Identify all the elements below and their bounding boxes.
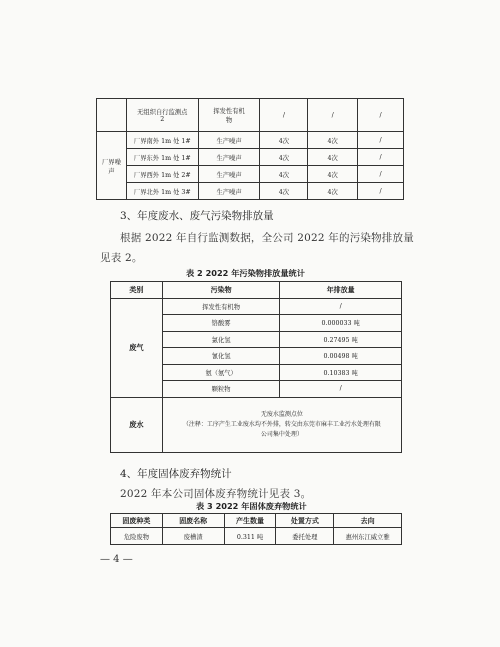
table-cell: 厂界南外 1m 处 1# — [126, 132, 198, 149]
emissions-table — [110, 281, 402, 453]
table-cell: / — [280, 381, 402, 398]
table-cell: 氨（氨气） — [162, 364, 280, 381]
table-cell: / — [358, 99, 404, 132]
monitoring-table-continued — [96, 98, 404, 200]
cell-text: 2 — [160, 116, 165, 123]
table-2-caption: 表 2 2022 年污染物排放量统计 — [186, 268, 305, 278]
table-cell: / — [358, 183, 404, 200]
section-3-paragraph-line-1: 根据 2022 年自行监测数据，全公司 2022 年的污染物排放量 — [120, 232, 414, 244]
table-cell: 4次 — [260, 183, 308, 200]
table-row — [97, 99, 404, 132]
category-water: 废水 — [111, 397, 163, 452]
table-cell: 生产噪声 — [198, 132, 260, 149]
cell-text: 厂界噪 — [102, 158, 121, 166]
cell-text: 无组织自行监测点 — [137, 109, 188, 116]
table-cell: 0.27495 吨 — [280, 331, 402, 348]
table-row — [97, 183, 404, 200]
table-row — [97, 166, 404, 183]
column-header-annual-amount: 年排放量 — [280, 282, 402, 299]
column-header-disposal: 处置方式 — [276, 514, 334, 528]
table-cell: 4次 — [260, 132, 308, 149]
table-cell: 0.00498 吨 — [280, 348, 402, 365]
table-cell: 危险废物 — [111, 528, 163, 545]
table-cell: 铬酸雾 — [162, 315, 280, 332]
table-cell: 0.311 吨 — [224, 528, 276, 545]
table-cell: 氯化氢 — [162, 331, 280, 348]
table-cell: 惠州东江威立雅 — [334, 528, 402, 545]
column-header-category: 类别 — [111, 282, 163, 299]
column-header-destination: 去向 — [334, 514, 402, 528]
table-cell: 生产噪声 — [198, 166, 260, 183]
solid-waste-table — [110, 513, 402, 545]
table-cell: 颗粒物 — [162, 381, 280, 398]
table-cell: 4次 — [260, 166, 308, 183]
table-cell: 4次 — [308, 166, 358, 183]
cell-text: 物 — [225, 117, 233, 124]
column-header-waste-type: 固废种类 — [111, 514, 163, 528]
table-row — [111, 397, 402, 452]
cell-text: 挥发性有机 — [213, 108, 245, 115]
table-cell: / — [358, 166, 404, 183]
table-cell — [97, 99, 127, 132]
column-header-pollutant: 污染物 — [162, 282, 280, 299]
table-cell: / — [308, 99, 358, 132]
page-number: — 4 — — [100, 554, 133, 565]
water-note-line: 无废水监测点位 — [260, 410, 303, 418]
table-cell: 0.10383 吨 — [280, 364, 402, 381]
table-cell: / — [358, 149, 404, 166]
table-cell: / — [358, 132, 404, 149]
category-gas: 废气 — [111, 298, 163, 397]
table-cell: 厂界西外 1m 处 2# — [126, 166, 198, 183]
table-header-row — [111, 514, 402, 528]
table-cell: 4次 — [308, 132, 358, 149]
table-row — [111, 528, 402, 545]
column-header-quantity: 产生数量 — [224, 514, 276, 528]
table-cell: 4次 — [308, 149, 358, 166]
table-cell: 厂界北外 1m 处 3# — [126, 183, 198, 200]
table-cell: / — [260, 99, 308, 132]
table-cell: 4次 — [308, 183, 358, 200]
table-cell: 挥发性有机物 — [162, 298, 280, 315]
table-cell: 委托处理 — [276, 528, 334, 545]
table-cell: 废槽渣 — [162, 528, 224, 545]
table-cell: 氰化氢 — [162, 348, 280, 365]
table-3-caption: 表 3 2022 年固体废弃物统计 — [196, 501, 307, 511]
table-cell: 0.000033 吨 — [280, 315, 402, 332]
table-cell — [198, 99, 260, 132]
group-cell — [97, 132, 127, 200]
table-cell: 生产噪声 — [198, 183, 260, 200]
table-row — [97, 132, 404, 149]
table-header-row — [111, 282, 402, 299]
cell-text: 声 — [108, 167, 115, 175]
section-4-paragraph: 2022 年本公司固体废弃物统计见表 3。 — [120, 488, 312, 500]
section-3-heading: 3、年度废水、废气污染物排放量 — [120, 210, 274, 222]
table-cell: 4次 — [260, 149, 308, 166]
column-header-waste-name: 固废名称 — [162, 514, 224, 528]
section-4-heading: 4、年度固体废弃物统计 — [120, 468, 232, 480]
water-note-line: （注释：工序产生工业废水均不外排，转交由东莞市麻丰工业污水处理有限 — [182, 420, 381, 428]
water-note-cell — [162, 397, 401, 452]
table-row — [97, 149, 404, 166]
table-cell: 厂界东外 1m 处 1# — [126, 149, 198, 166]
water-note-line: 公司集中处理） — [260, 430, 303, 438]
section-3-paragraph-line-2: 见表 2。 — [100, 252, 143, 264]
table-cell: 生产噪声 — [198, 149, 260, 166]
table-cell — [126, 99, 198, 132]
table-cell: / — [280, 298, 402, 315]
table-row — [111, 298, 402, 315]
